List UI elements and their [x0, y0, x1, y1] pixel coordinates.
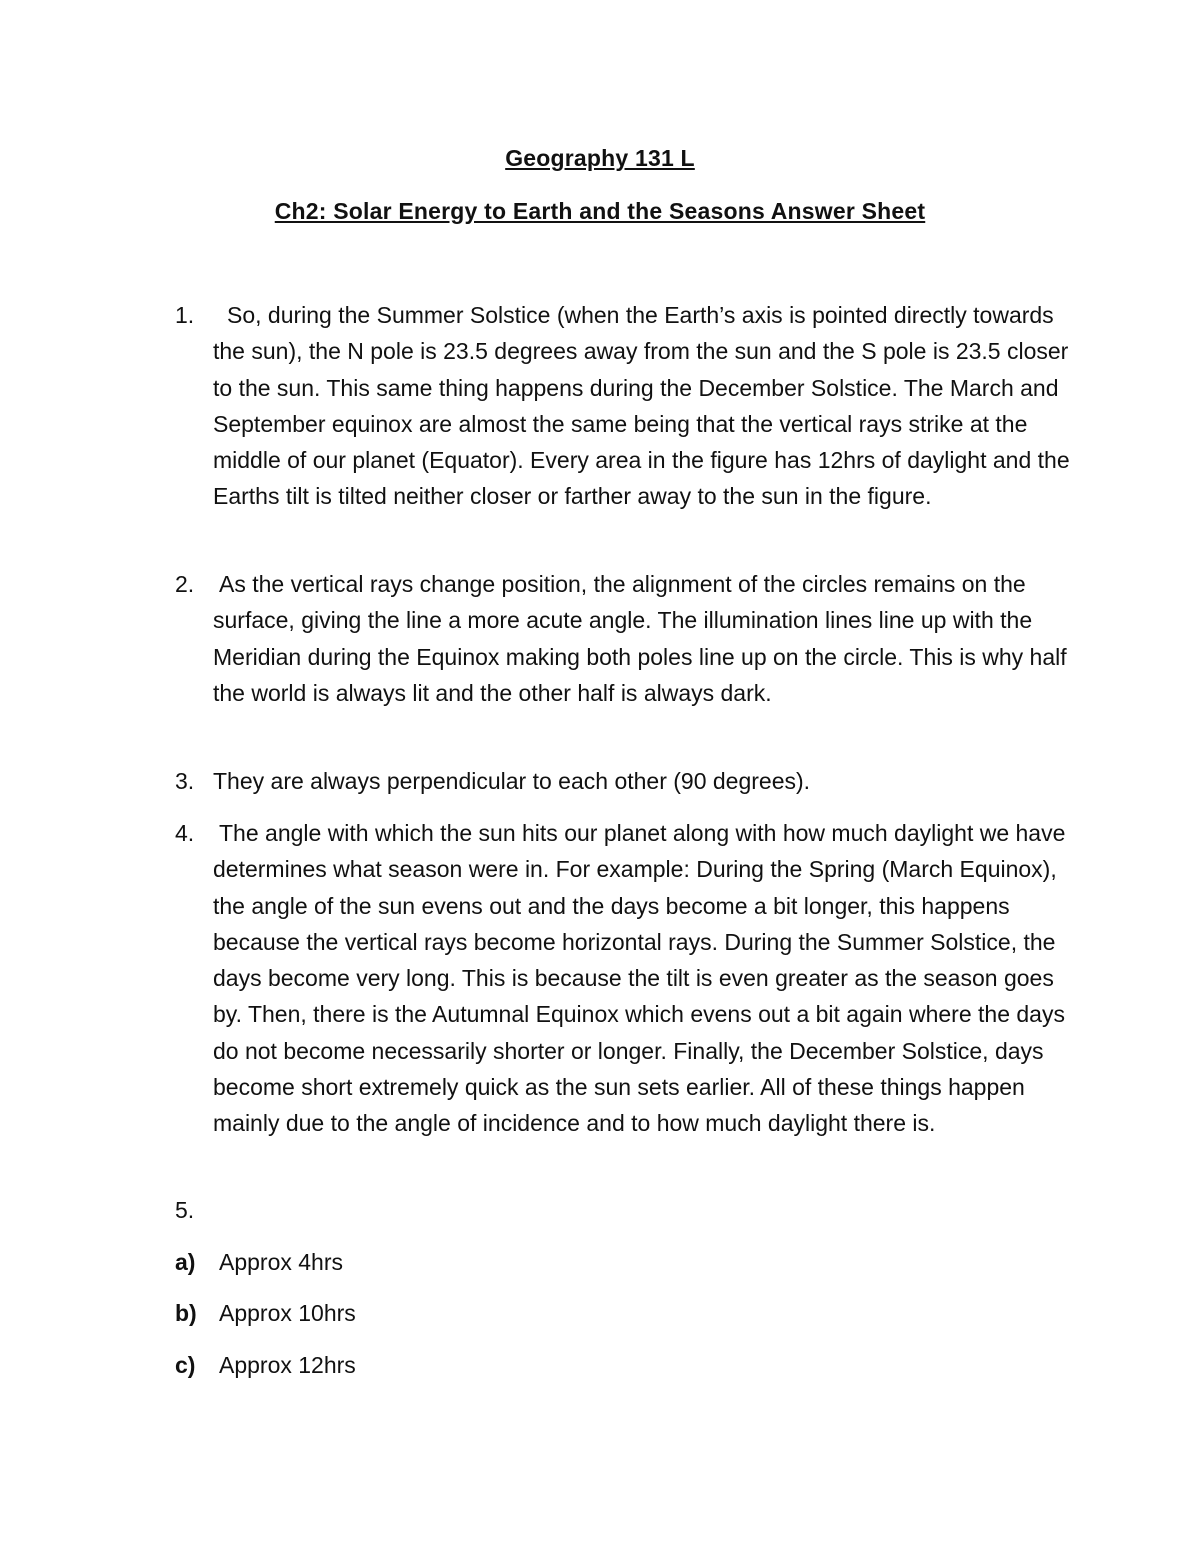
answer-number: 4.	[175, 820, 195, 846]
answer-number: 5.	[175, 1197, 195, 1223]
sub-answer-letter: b)	[175, 1300, 197, 1326]
answer-text: As the vertical rays change position, the alignment of the circles remains on the surface, giving the line a more acute angle. The illumination lines line up with the Meridian during the Equinox making both poles line up on the circle. This is why half the world is always lit and the other half is always dark.	[213, 571, 1067, 706]
sub-answer-text: Approx 4hrs	[219, 1249, 344, 1275]
sub-answer-text: Approx 10hrs	[219, 1300, 356, 1326]
sub-answer-letter: c)	[175, 1352, 196, 1378]
answer-number: 2.	[175, 571, 195, 597]
answer-item-2	[175, 566, 1080, 711]
document-title: Geography 131 L	[505, 145, 695, 171]
answer-item-1	[175, 297, 1080, 515]
answer-text: The angle with which the sun hits our planet along with how much daylight we have determines what season were in. For example: During the Spring (March Equinox), the angle of the sun evens out and the days become a bit longer, this happens because the vertical rays become horizontal rays. During the Summer Solstice, the days become very long. This is because the tilt is even greater as the season goes by. Then, there is the Autumnal Equinox which evens out a bit again where the days do not become necessarily shorter or longer. Finally, the December Solstice, days become short extremely quick as the sun sets earlier. All of these things happen mainly due to the angle of incidence and to how much daylight there is.	[213, 820, 1066, 1137]
answer-text: They are always perpendicular to each other (90 degrees).	[213, 768, 811, 794]
answer-text: So, during the Summer Solstice (when the Earth’s axis is pointed directly towards the sun), the N pole is 23.5 degrees away from the sun and the S pole is 23.5 closer to the sun. This same thing happens during the December Solstice. The March and September equinox are almost the same being that the vertical rays strike at the middle of our planet (Equator). Every area in the figure has 12hrs of daylight and the Earths tilt is tilted neither closer or farther away to the sun in the figure.	[213, 302, 1070, 510]
answer-number: 1.	[175, 302, 195, 328]
sub-answer-letter: a)	[175, 1249, 196, 1275]
sub-answer-text: Approx 12hrs	[219, 1352, 356, 1378]
answer-item-4	[175, 815, 1080, 1142]
answer-item-3	[175, 763, 1080, 799]
document-subtitle: Ch2: Solar Energy to Earth and the Seasons Answer Sheet	[274, 198, 926, 224]
answer-number: 3.	[175, 768, 195, 794]
